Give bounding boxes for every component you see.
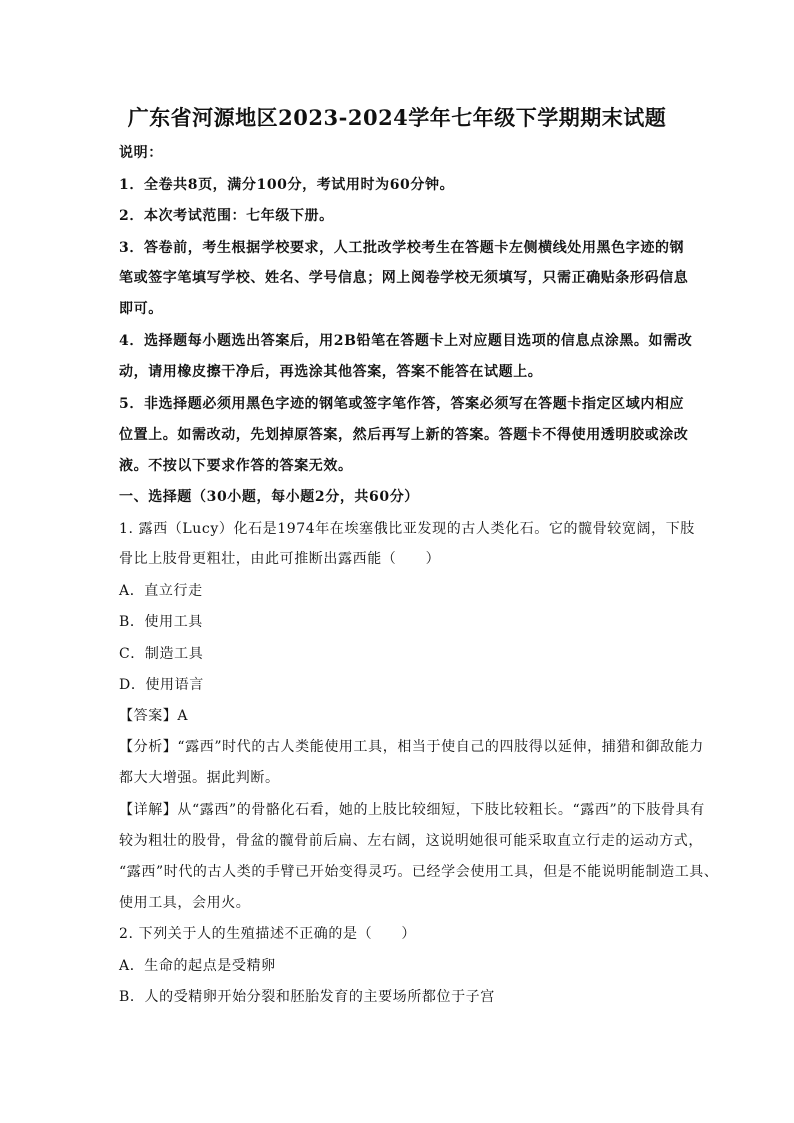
question-1-line-2: 骨比上肢骨更粗壮，由此可推断出露西能（ ） xyxy=(119,551,441,567)
question-2-option-b: B．人的受精卵开始分裂和胚胎发育的主要场所都位于子宫 xyxy=(119,989,495,1005)
question-1-analysis-line-1: 【分析】“露西”时代的古人类能使用工具，相当于使自己的四肢得以延伸，捕猎和御敌能力 xyxy=(119,739,704,755)
question-1-detail-line-1: 【详解】从“露西”的骨骼化石看，她的上肢比较细短，下肢比较粗长。“露西”的下肢骨具有 xyxy=(119,802,705,818)
exam-title: 广东省河源地区2023-2024学年七年级下学期期末试题 xyxy=(127,105,667,130)
section-heading: 一、选择题（30小题，每小题2分，共60分） xyxy=(119,489,419,505)
instruction-4-line-1: 4．选择题每小题选出答案后，用2B铅笔在答题卡上对应题目选项的信息点涂黑。如需改 xyxy=(119,333,693,349)
instructions-heading: 说明： xyxy=(119,145,163,161)
instruction-5-line-2: 位置上。如需改动，先划掉原答案，然后再写上新的答案。答题卡不得使用透明胶或涂改 xyxy=(119,427,689,443)
question-1-line-1: 1. 露西（Lucy）化石是1974年在埃塞俄比亚发现的古人类化石。它的髋骨较宽阔，下肢 xyxy=(119,521,695,537)
question-1-detail-line-4: 使用工具，会用火。 xyxy=(119,895,251,911)
question-1-option-b: B．使用工具 xyxy=(119,614,203,630)
question-1-answer: 【答案】A xyxy=(119,708,189,724)
instruction-5-line-1: 5．非选择题必须用黑色字迹的钢笔或签字笔作答，答案必须写在答题卡指定区域内相应 xyxy=(119,396,685,412)
question-1-detail-line-2: 较为粗壮的股骨，骨盆的髋骨前后扁、左右阔，这说明她很可能采取直立行走的运动方式， xyxy=(119,833,703,849)
instruction-2: 2．本次考试范围：七年级下册。 xyxy=(119,208,334,224)
instruction-4-line-2: 动，请用橡皮擦干净后，再选涂其他答案，答案不能答在试题上。 xyxy=(119,364,543,380)
question-2-option-a: A．生命的起点是受精卵 xyxy=(119,958,276,974)
question-1-option-a: A．直立行走 xyxy=(119,583,203,599)
instruction-5-line-3: 液。不按以下要求作答的答案无效。 xyxy=(119,458,353,474)
instruction-1: 1．全卷共8页，满分100分，考试用时为60分钟。 xyxy=(119,177,455,193)
question-1-analysis-line-2: 都大大增强。据此判断。 xyxy=(119,770,280,786)
question-1-detail-line-3: “露西”时代的古人类的手臂已开始变得灵巧。已经学会使用工具，但是不能说明能制造工具、 xyxy=(119,864,719,880)
instruction-3-line-2: 笔或签字笔填写学校、姓名、学号信息；网上阅卷学校无须填写，只需正确贴条形码信息 xyxy=(119,270,689,286)
instruction-3-line-1: 3．答卷前，考生根据学校要求，人工批改学校考生在答题卡左侧横线处用黑色字迹的钢 xyxy=(119,240,685,256)
question-1-option-d: D．使用语言 xyxy=(119,677,204,693)
question-2-stem: 2. 下列关于人的生殖描述不正确的是（ ） xyxy=(119,926,417,942)
instruction-3-line-3: 即可。 xyxy=(119,301,163,317)
question-1-option-c: C．制造工具 xyxy=(119,646,204,662)
